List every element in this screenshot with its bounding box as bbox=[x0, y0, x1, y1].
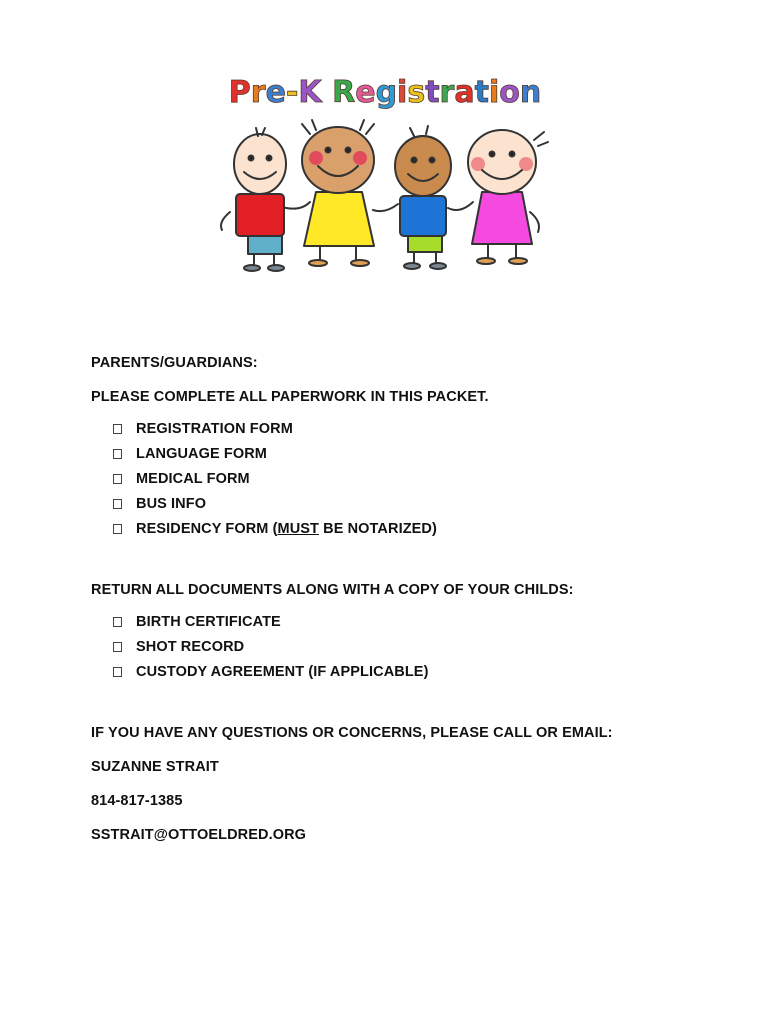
title-letter: - bbox=[285, 75, 299, 110]
checkbox-icon bbox=[113, 617, 122, 627]
title-letter: r bbox=[439, 75, 455, 110]
header-svg bbox=[170, 62, 600, 282]
child-red-shirt bbox=[234, 128, 286, 271]
title-letter bbox=[322, 75, 332, 110]
checklist-item bbox=[113, 491, 711, 516]
residency-label-suffix: BE NOTARIZED) bbox=[319, 520, 437, 537]
contact-heading: IF YOU HAVE ANY QUESTIONS OR CONCERNS, PLEASE CALL OR EMAIL: bbox=[91, 725, 613, 742]
checklist-item bbox=[113, 467, 711, 492]
title-letter: e bbox=[265, 75, 286, 110]
title-letter: o bbox=[499, 75, 520, 110]
four-children-holding-hands-illustration bbox=[221, 120, 548, 271]
checkbox-icon bbox=[113, 524, 122, 534]
checklist-item-label: SHOT RECORD bbox=[136, 639, 245, 656]
title-letter: r bbox=[250, 75, 266, 110]
child-yellow-dress bbox=[302, 120, 374, 266]
checkbox-icon bbox=[113, 474, 122, 484]
return-docs-heading: RETURN ALL DOCUMENTS ALONG WITH A COPY OF YOUR CHILDS: bbox=[91, 581, 574, 598]
contact-email: SSTRAIT@OTTOELDRED.ORG bbox=[91, 827, 307, 844]
checklist-item-label: BUS INFO bbox=[136, 495, 207, 512]
title-letter: R bbox=[332, 75, 356, 110]
document-body bbox=[91, 354, 711, 844]
title-letter: a bbox=[454, 75, 475, 110]
checkbox-icon bbox=[113, 642, 122, 652]
title-letter: n bbox=[519, 75, 542, 110]
return-docs-checklist bbox=[91, 610, 711, 684]
checklist-item-label: CUSTODY AGREEMENT (IF APPLICABLE) bbox=[136, 663, 429, 680]
checklist-item bbox=[113, 660, 711, 685]
checklist-item bbox=[113, 635, 711, 660]
must-emphasis: MUST bbox=[277, 520, 319, 537]
title-letter: s bbox=[407, 75, 426, 110]
pre-k-registration-title bbox=[229, 75, 541, 110]
child-pink-dress bbox=[468, 130, 548, 264]
checklist-item-label: MEDICAL FORM bbox=[136, 470, 250, 487]
title-text bbox=[229, 75, 541, 110]
residency-label-prefix: RESIDENCY FORM ( bbox=[136, 520, 278, 537]
checklist-item bbox=[113, 442, 711, 467]
checklist-item bbox=[113, 417, 711, 442]
checklist-item-label: LANGUAGE FORM bbox=[136, 446, 267, 463]
checklist-item bbox=[113, 516, 711, 541]
checkbox-icon bbox=[113, 499, 122, 509]
checkbox-icon bbox=[113, 449, 122, 459]
child-blue-shirt bbox=[395, 126, 451, 269]
title-letter: i bbox=[488, 75, 500, 110]
header-artwork bbox=[170, 62, 600, 282]
title-letter: t bbox=[474, 75, 489, 110]
contact-phone: 814-817-1385 bbox=[91, 793, 183, 810]
checklist-item bbox=[113, 610, 711, 635]
title-letter: P bbox=[228, 75, 251, 110]
paperwork-checklist bbox=[91, 417, 711, 541]
contact-name: SUZANNE STRAIT bbox=[91, 759, 219, 776]
salutation: PARENTS/GUARDIANS: bbox=[91, 355, 258, 371]
checkbox-icon bbox=[113, 424, 122, 434]
checklist-item-label: REGISTRATION FORM bbox=[136, 421, 293, 438]
checkbox-icon bbox=[113, 667, 122, 677]
title-letter: t bbox=[425, 75, 440, 110]
checklist-item-label: BIRTH CERTIFICATE bbox=[136, 614, 281, 631]
title-letter: K bbox=[298, 75, 322, 110]
title-letter: i bbox=[397, 75, 408, 110]
title-letter: e bbox=[355, 75, 376, 110]
instruction: PLEASE COMPLETE ALL PAPERWORK IN THIS PACKET. bbox=[91, 389, 489, 405]
checklist-item-label bbox=[136, 521, 437, 537]
title-letter: g bbox=[375, 75, 398, 110]
